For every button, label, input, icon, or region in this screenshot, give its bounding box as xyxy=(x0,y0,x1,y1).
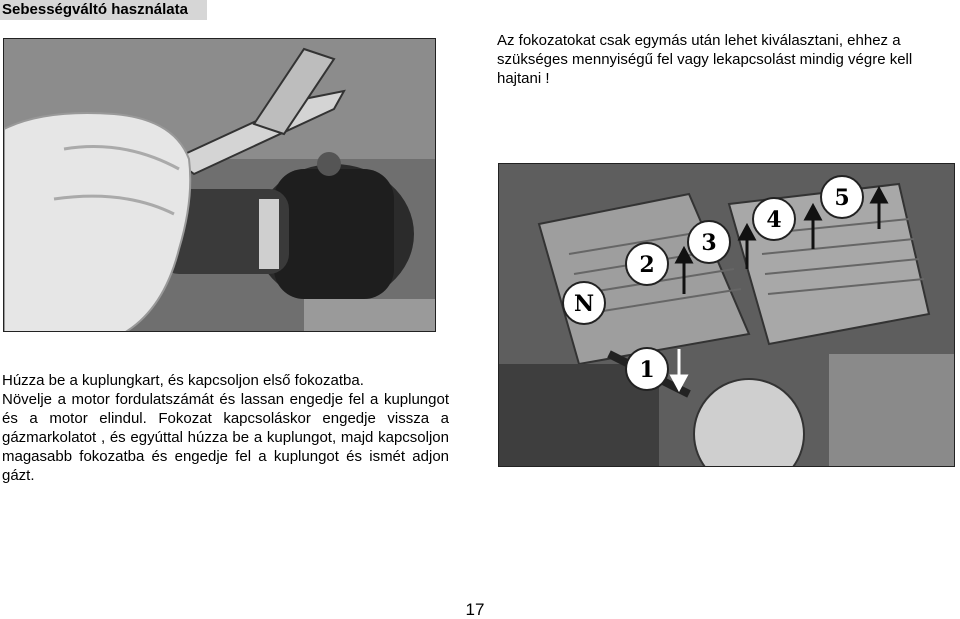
gear-badge-5 xyxy=(821,176,863,218)
svg-text:1: 1 xyxy=(639,357,655,383)
gear-badge-3 xyxy=(688,221,730,263)
svg-text:2: 2 xyxy=(639,252,655,278)
top-note: Az fokozatokat csak egymás után lehet kiválasztani, ehhez a szükséges mennyiségű fel vagy lekapcsolást mindig végre kell hajtani ! xyxy=(497,32,913,87)
svg-text:3: 3 xyxy=(701,230,717,256)
gear-badge-1 xyxy=(626,348,668,390)
svg-text:4: 4 xyxy=(766,207,782,233)
instruction-paragraph-2: Növelje a motor fordulatszámát és lassan engedje fel a kuplungot és a motor elindul. Fokozat kapcsoláskor engedje vissza a gázmarkolatot , és egyúttal húzza be a kuplungot, majd kapcsoljon magasabb fokozatba és engedje fel a kuplungot és ismét adjon gázt. xyxy=(2,391,449,484)
clutch-lever-photo xyxy=(3,38,436,332)
clutch-lever-illustration xyxy=(4,39,436,332)
gear-badge-n xyxy=(563,282,605,324)
instruction-paragraph-1: Húzza be a kuplungkart, és kapcsoljon első fokozatba. xyxy=(2,372,364,389)
svg-text:5: 5 xyxy=(834,185,850,211)
section-title: Sebességváltó használata xyxy=(0,0,207,20)
svg-text:N: N xyxy=(573,291,595,317)
gear-badge-4 xyxy=(753,198,795,240)
page-number: 17 xyxy=(465,600,485,619)
gear-badge-2 xyxy=(626,243,668,285)
gear-positions-illustration xyxy=(499,164,955,467)
gear-shift-photo xyxy=(498,163,955,467)
instruction-text xyxy=(2,371,449,485)
